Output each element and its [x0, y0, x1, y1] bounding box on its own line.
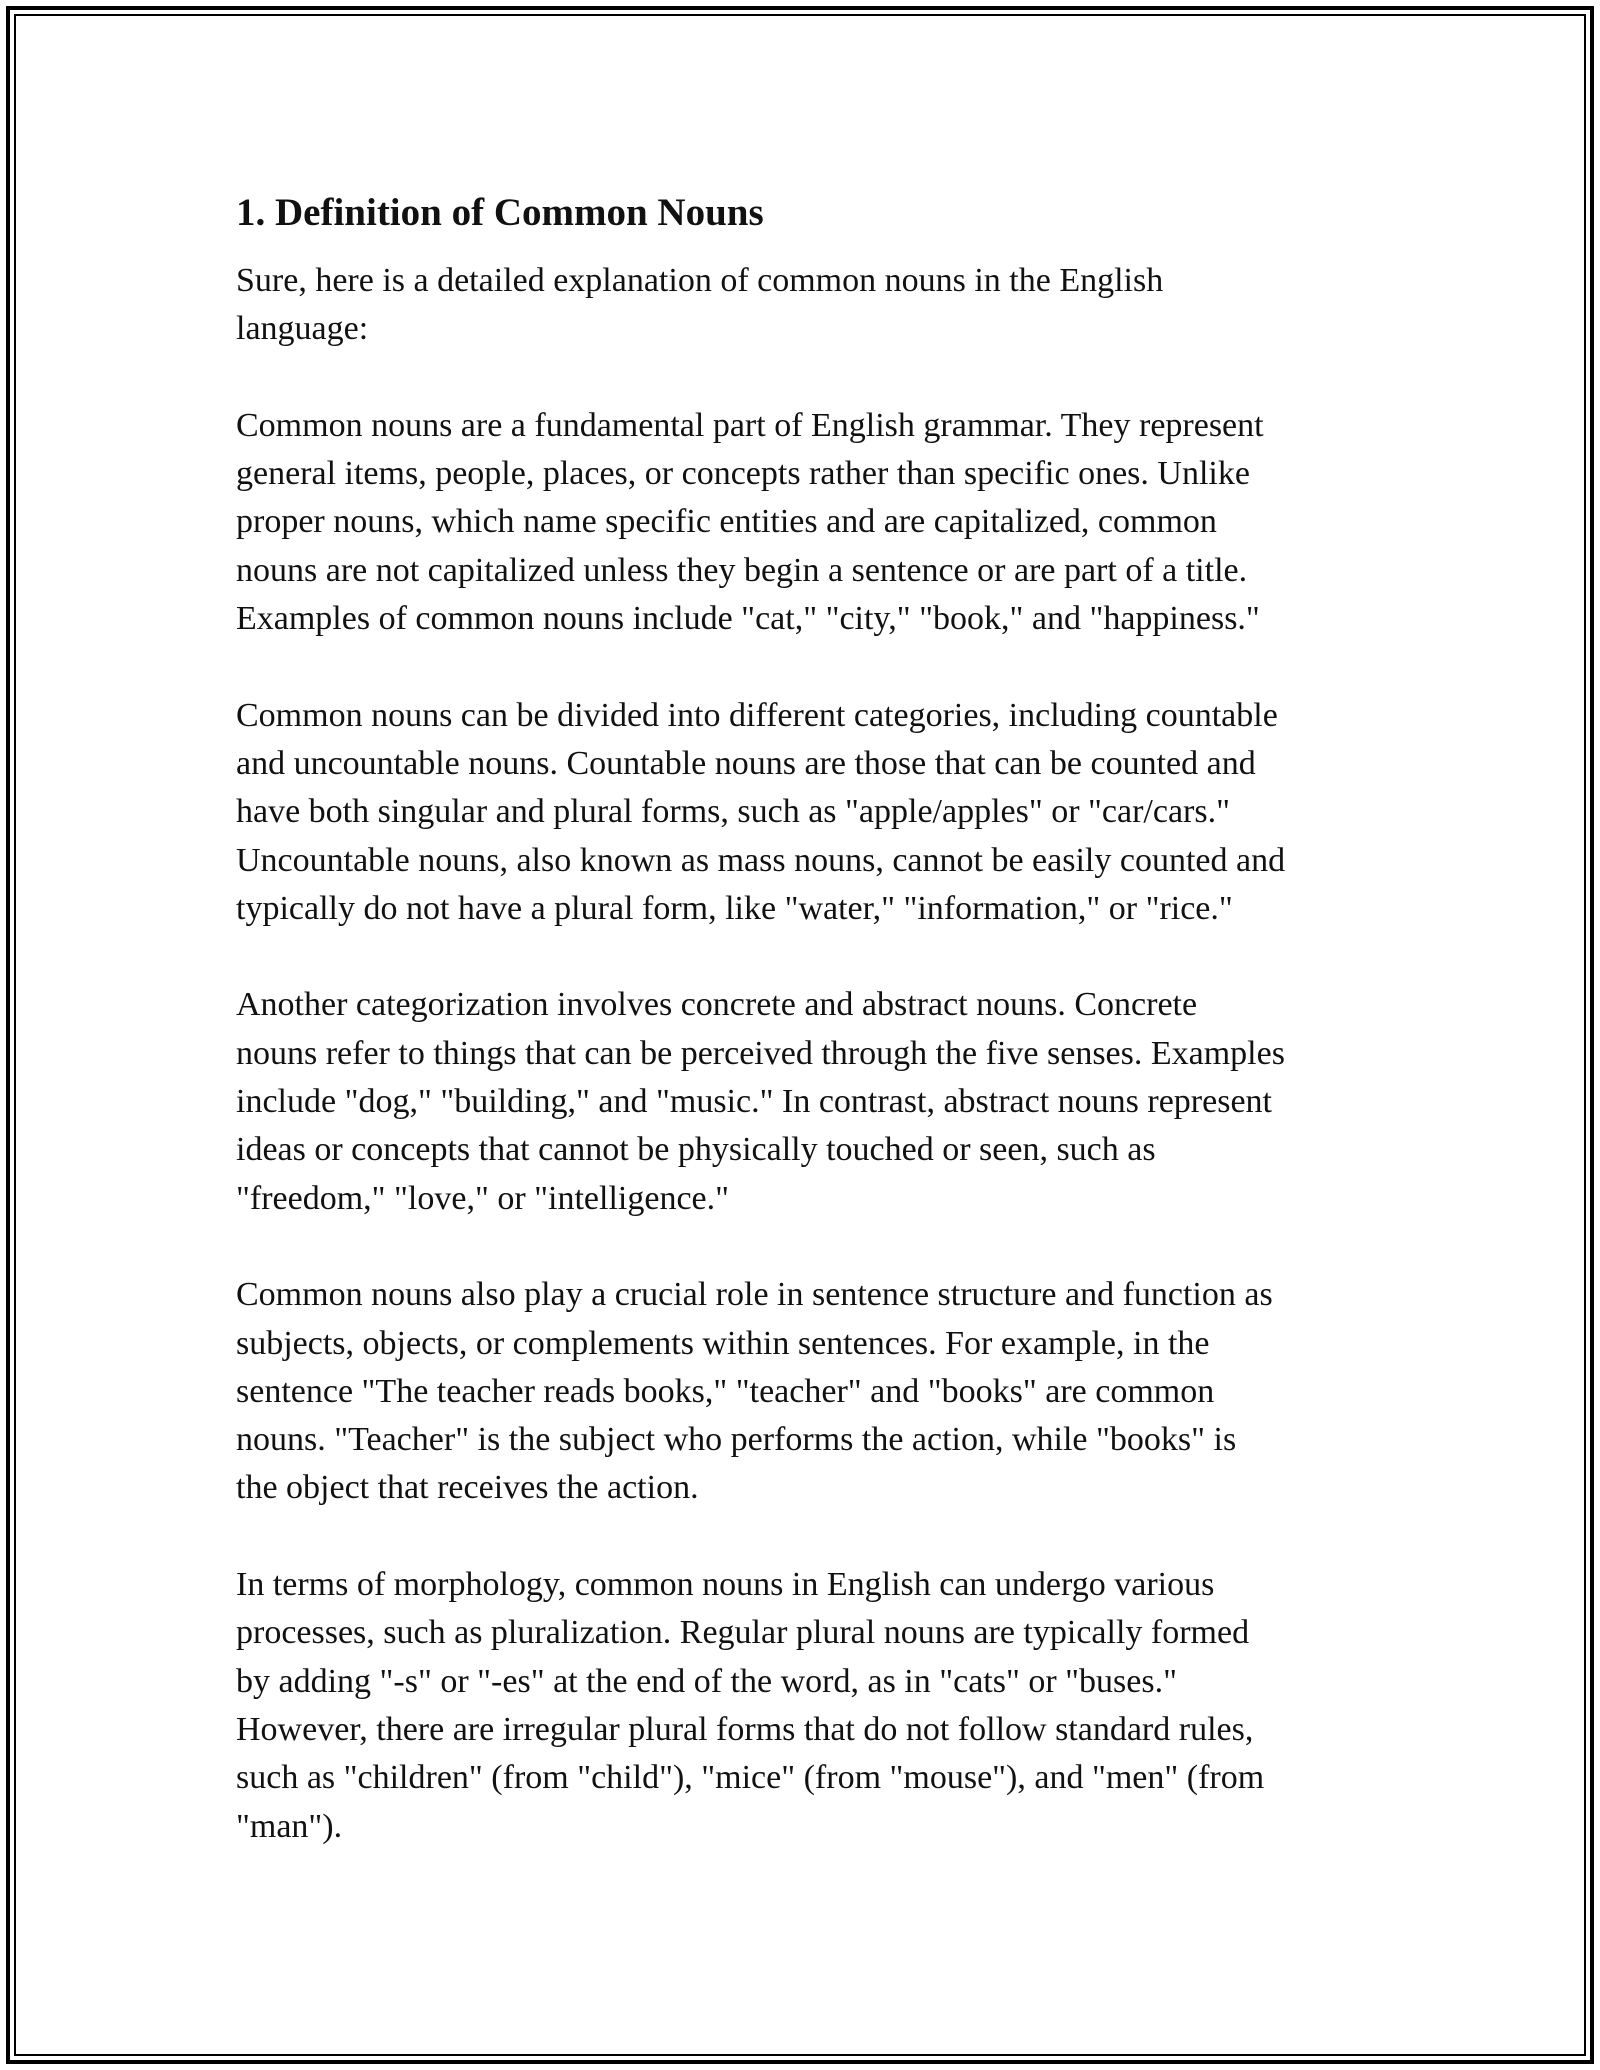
paragraph-line: subjects, objects, or complements within sentences. For example, in the	[236, 1324, 1210, 1362]
paragraph-line: Common nouns are a fundamental part of English grammar. They represent	[236, 406, 1264, 444]
paragraph-line: Common nouns can be divided into different categories, including countable	[236, 696, 1278, 734]
paragraph-line: processes, such as pluralization. Regular plural nouns are typically formed	[236, 1614, 1250, 1652]
paragraph-line: Common nouns also play a crucial role in sentence structure and function as	[236, 1276, 1273, 1314]
paragraph-line: typically do not have a plural form, like "water," "information," or "rice."	[236, 889, 1233, 927]
paragraph-line: the object that receives the action.	[236, 1469, 699, 1507]
paragraph-line: nouns. "Teacher" is the subject who performs the action, while "books" is	[236, 1421, 1237, 1459]
paragraph-line: nouns are not capitalized unless they begin a sentence or are part of a title.	[236, 551, 1248, 589]
paragraph-line: and uncountable nouns. Countable nouns are those that can be counted and	[236, 744, 1256, 782]
paragraph-intro	[236, 257, 1386, 354]
paragraph-line: general items, people, places, or concepts rather than specific ones. Unlike	[236, 455, 1250, 493]
paragraph-line: language:	[236, 310, 369, 348]
section-heading: 1. Definition of Common Nouns	[236, 191, 764, 234]
paragraph-line: In terms of morphology, common nouns in English can undergo various	[236, 1566, 1215, 1604]
paragraph-line: "man").	[236, 1807, 343, 1845]
paragraph-morphology	[236, 1561, 1386, 1851]
paragraph-definition	[236, 402, 1386, 643]
document-body	[236, 185, 1386, 1851]
paragraph-concrete-abstract	[236, 981, 1386, 1222]
paragraph-line: such as "children" (from "child"), "mice" (from "mouse"), and "men" (from	[236, 1759, 1265, 1797]
paragraph-line: nouns refer to things that can be perceived through the five senses. Examples	[236, 1034, 1285, 1072]
paragraph-line: "freedom," "love," or "intelligence."	[236, 1179, 729, 1217]
paragraph-line: Sure, here is a detailed explanation of common nouns in the English	[236, 262, 1164, 299]
paragraph-line: have both singular and plural forms, such as "apple/apples" or "car/cars."	[236, 793, 1230, 831]
paragraph-line: sentence "The teacher reads books," "teacher" and "books" are common	[236, 1372, 1215, 1410]
paragraph-line: proper nouns, which name specific entities and are capitalized, common	[236, 503, 1217, 541]
paragraph-line: ideas or concepts that cannot be physically touched or seen, such as	[236, 1131, 1156, 1169]
paragraph-countable	[236, 692, 1386, 933]
paragraph-line: Uncountable nouns, also known as mass nouns, cannot be easily counted and	[236, 841, 1286, 879]
paragraph-line: However, there are irregular plural forms that do not follow standard rules,	[236, 1710, 1254, 1748]
paragraph-sentence-role	[236, 1271, 1386, 1512]
paragraph-line: Examples of common nouns include "cat," "city," "book," and "happiness."	[236, 600, 1260, 638]
paragraph-line: by adding "-s" or "-es" at the end of the word, as in "cats" or "buses."	[236, 1662, 1177, 1700]
paragraph-line: Another categorization involves concrete and abstract nouns. Concrete	[236, 986, 1198, 1024]
paragraph-line: include "dog," "building," and "music." In contrast, abstract nouns represent	[236, 1083, 1272, 1121]
